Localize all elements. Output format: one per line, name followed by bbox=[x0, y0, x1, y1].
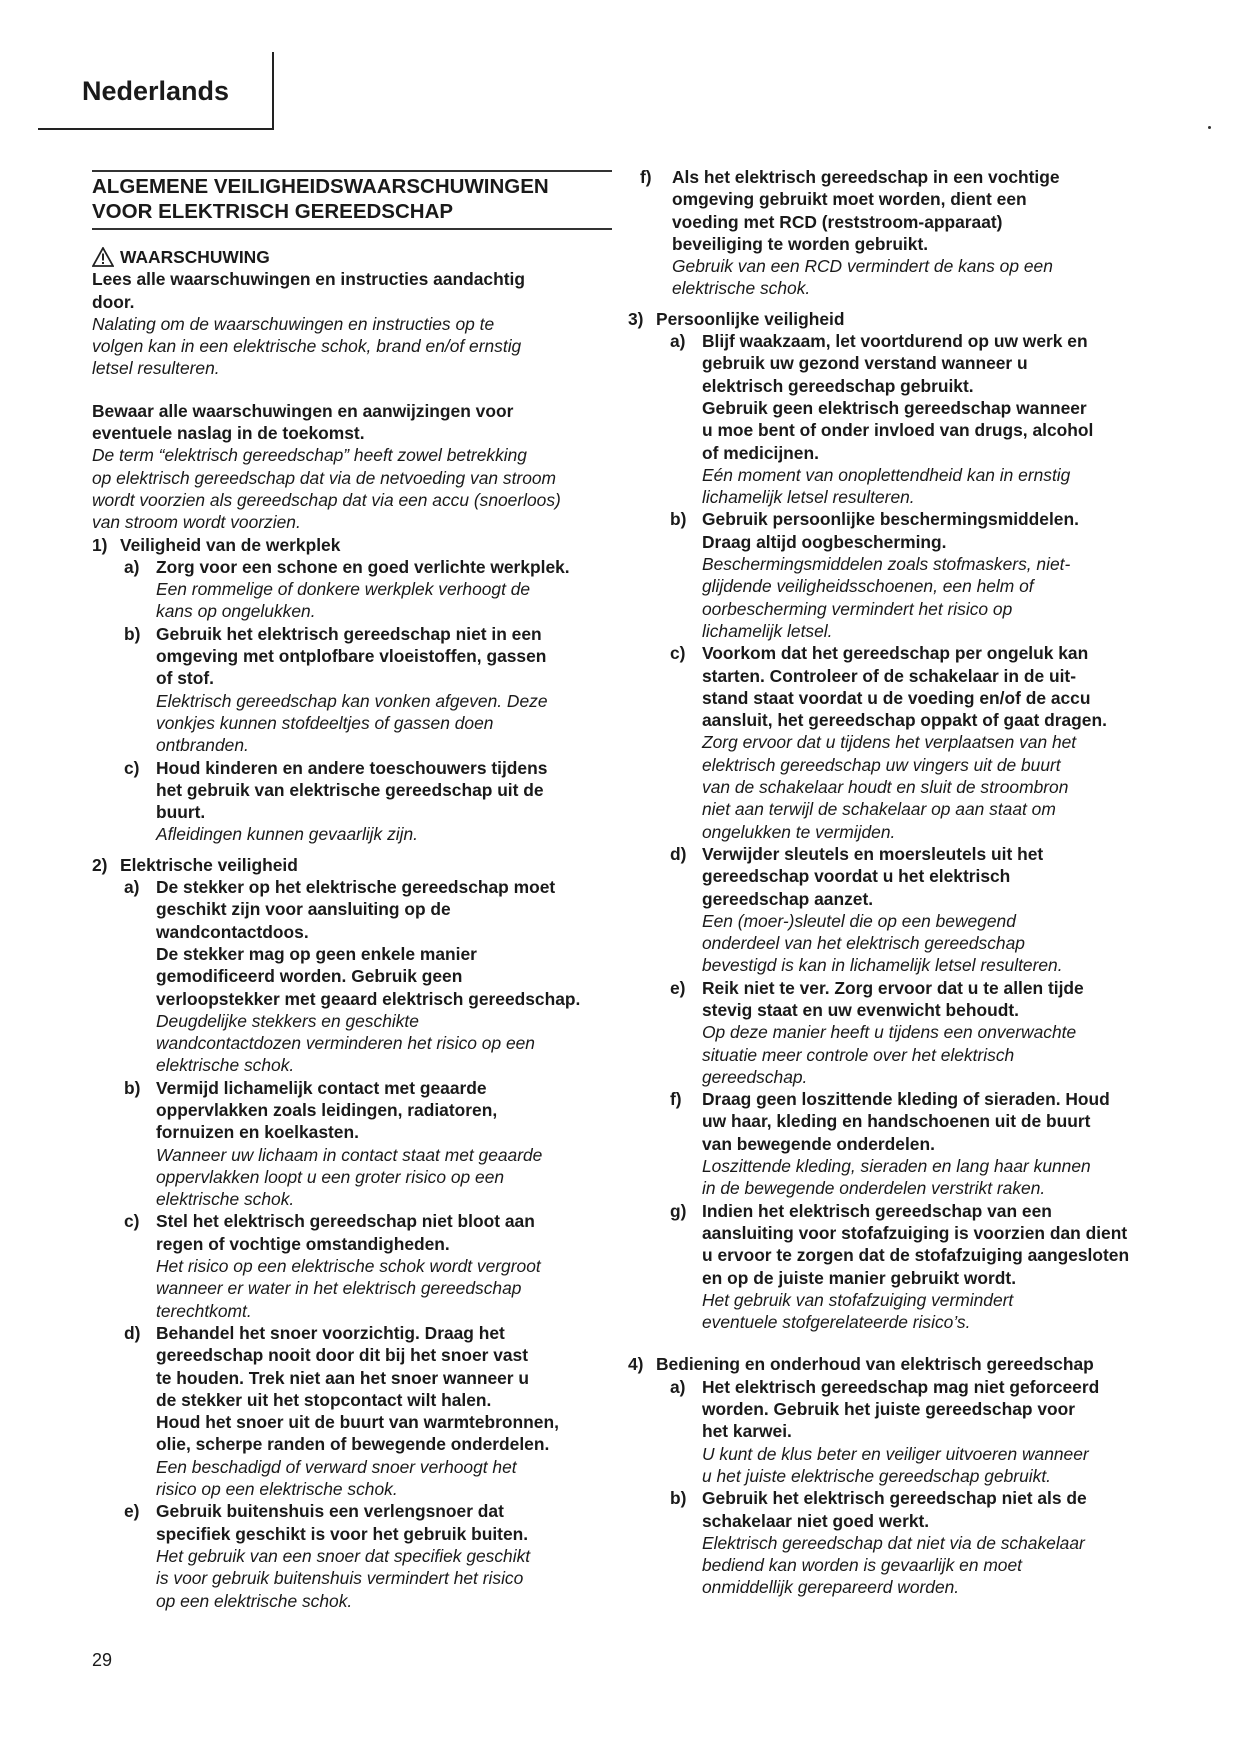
intro-italic bbox=[92, 313, 612, 380]
text-line: elektrisch gereedschap gebruikt. bbox=[702, 375, 974, 396]
item-label: a) bbox=[124, 877, 140, 898]
page-number: 29 bbox=[92, 1650, 113, 1670]
item-label: a) bbox=[670, 331, 686, 352]
section-title-text: Veiligheid van de werkplek bbox=[120, 534, 341, 555]
text-line: van bewegende onderdelen. bbox=[702, 1133, 935, 1154]
list-item bbox=[92, 1077, 612, 1211]
text-line: Gebruik het elektrisch gereedschap niet in een bbox=[156, 623, 542, 644]
text-line: volgen kan in een elektrische schok, brand en/of ernstig bbox=[92, 336, 522, 357]
text-line: oppervlakken zoals leidingen, radiatoren, bbox=[156, 1099, 498, 1120]
left-column bbox=[92, 170, 612, 1612]
text-line: onderdeel van het elektrisch gereedschap bbox=[702, 933, 1025, 954]
text-line: wandcontactdozen verminderen het risico op een bbox=[156, 1033, 535, 1054]
text-line: op elektrisch gereedschap dat via de netvoeding van stroom bbox=[92, 467, 557, 488]
text-line: lichamelijk letsel. bbox=[702, 620, 833, 641]
list-item bbox=[640, 330, 1162, 508]
section-number: 1) bbox=[92, 534, 108, 555]
text-line: Het risico op een elektrische schok wordt vergroot bbox=[156, 1256, 541, 1277]
text-line: ongelukken te vermijden. bbox=[702, 821, 896, 842]
text-line: Draag altijd oogbescherming. bbox=[702, 531, 947, 552]
text-line: in de bewegende onderdelen verstrikt raken. bbox=[702, 1178, 1046, 1199]
list-item bbox=[92, 757, 612, 846]
text-line: Een rommelige of donkere werkplek verhoogt de bbox=[156, 579, 531, 600]
text-line: oppervlakken loopt u een groter risico op een bbox=[156, 1166, 505, 1187]
text-line: voeding met RCD (reststroom-apparaat) bbox=[672, 211, 1003, 232]
text-line: gereedschap. bbox=[702, 1066, 808, 1087]
text-line: eventuele stofgerelateerde risico’s. bbox=[702, 1312, 971, 1333]
text-line: ontbranden. bbox=[156, 735, 249, 756]
section-heading bbox=[92, 534, 612, 556]
text-line: Bewaar alle waarschuwingen en aanwijzingen voor bbox=[92, 400, 514, 421]
item-label: a) bbox=[670, 1376, 686, 1397]
item-label: f) bbox=[670, 1089, 682, 1110]
text-line: Vermijd lichamelijk contact met geaarde bbox=[156, 1077, 487, 1098]
text-line: Afleidingen kunnen gevaarlijk zijn. bbox=[156, 824, 418, 845]
item-label: b) bbox=[670, 1488, 687, 1509]
text-line: buurt. bbox=[156, 802, 206, 823]
text-line: Eén moment van onoplettendheid kan in ernstig bbox=[702, 464, 1071, 485]
text-line: en op de juiste manier gebruikt wordt. bbox=[702, 1267, 1017, 1288]
text-line: het karwei. bbox=[702, 1421, 792, 1442]
text-line: stevig staat en uw evenwicht behoudt. bbox=[702, 999, 1019, 1020]
list-item bbox=[640, 642, 1162, 843]
text-line: regen of vochtige omstandigheden. bbox=[156, 1233, 450, 1254]
text-line: omgeving gebruikt moet worden, dient een bbox=[672, 189, 1027, 210]
text-line: op een elektrische schok. bbox=[156, 1590, 353, 1611]
text-line: situatie meer controle over het elektrisch bbox=[702, 1044, 1015, 1065]
section-title-text: Persoonlijke veiligheid bbox=[656, 308, 845, 329]
warning-triangle-icon bbox=[92, 247, 114, 267]
text-line: aansluit, het gereedschap oppakt of gaat dragen. bbox=[702, 710, 1107, 731]
text-line: olie, scherpe randen of bewegende onderdelen. bbox=[156, 1434, 550, 1455]
list-item bbox=[92, 1210, 612, 1321]
intro-bold bbox=[92, 268, 612, 313]
text-line: Beschermingsmiddelen zoals stofmaskers, niet- bbox=[702, 554, 1071, 575]
text-line: wordt voorzien als gereedschap dat via een accu (snoerloos) bbox=[92, 489, 561, 510]
section-number: 2) bbox=[92, 854, 108, 875]
text-line: Gebruik buitenshuis een verlengsnoer dat bbox=[156, 1501, 504, 1522]
text-line: Houd het snoer uit de buurt van warmtebronnen, bbox=[156, 1412, 559, 1433]
decorative-dot bbox=[1208, 126, 1211, 129]
list-item bbox=[640, 1200, 1162, 1334]
list-item bbox=[92, 1322, 612, 1500]
text-line: te houden. Trek niet aan het snoer wanneer u bbox=[156, 1367, 530, 1388]
text-line: beveiliging te worden gebruikt. bbox=[672, 233, 929, 254]
text-line: Zorg voor een schone en goed verlichte werkplek. bbox=[156, 556, 570, 577]
text-line: fornuizen en koelkasten. bbox=[156, 1122, 359, 1143]
section-title-text: Bediening en onderhoud van elektrisch gereedschap bbox=[656, 1354, 1094, 1375]
text-line: bediend kan worden is gevaarlijk en moet bbox=[702, 1555, 1022, 1576]
language-label: Nederlands bbox=[82, 76, 230, 106]
list-item bbox=[92, 623, 612, 757]
list-item bbox=[640, 1088, 1162, 1199]
text-line: Elektrisch gereedschap kan vonken afgeven. Deze bbox=[156, 690, 548, 711]
list-item bbox=[640, 1376, 1162, 1487]
text-line: Reik niet te ver. Zorg ervoor dat u te allen tijde bbox=[702, 977, 1084, 998]
text-line: Lees alle waarschuwingen en instructies aandachtig bbox=[92, 269, 525, 290]
text-line: geschikt zijn voor aansluiting op de bbox=[156, 899, 451, 920]
list-item bbox=[92, 1500, 612, 1611]
text-line: Voorkom dat het gereedschap per ongeluk kan bbox=[702, 643, 1089, 664]
text-line: letsel resulteren. bbox=[92, 358, 220, 379]
list-item bbox=[640, 166, 1162, 300]
list-item bbox=[92, 556, 612, 623]
section-heading bbox=[628, 308, 1162, 330]
text-line: kans op ongelukken. bbox=[156, 601, 316, 622]
text-line: of stof. bbox=[156, 668, 214, 689]
text-line: omgeving met ontplofbare vloeistoffen, gassen bbox=[156, 646, 547, 667]
text-line: wandcontactdoos. bbox=[156, 921, 309, 942]
text-line: niet aan terwijl de schakelaar op aan staat om bbox=[702, 799, 1056, 820]
text-line: gereedschap voordat u het elektrisch bbox=[702, 866, 1011, 887]
text-line: U kunt de klus beter en veiliger uitvoeren wanneer bbox=[702, 1443, 1089, 1464]
text-line: u het juiste elektrische gereedschap gebruikt. bbox=[702, 1465, 1051, 1486]
text-line: starten. Controleer of de schakelaar in de uit- bbox=[702, 665, 1076, 686]
text-line: u moe bent of onder invloed van drugs, alcohol bbox=[702, 420, 1094, 441]
item-label: c) bbox=[124, 1211, 140, 1232]
language-tab bbox=[38, 52, 274, 130]
text-line: glijdende veiligheidsschoenen, een helm of bbox=[702, 576, 1034, 597]
text-line: Gebruik geen elektrisch gereedschap wanneer bbox=[702, 397, 1087, 418]
item-label: c) bbox=[124, 757, 140, 778]
list-item bbox=[640, 843, 1162, 977]
text-line: of medicijnen. bbox=[702, 442, 819, 463]
text-line: Als het elektrisch gereedschap in een vochtige bbox=[672, 167, 1060, 187]
text-line: De stekker mag op geen enkele manier bbox=[156, 943, 477, 964]
text-line: Nalating om de waarschuwingen en instructies op te bbox=[92, 313, 495, 334]
text-line: gereedschap nooit door dit bij het snoer vast bbox=[156, 1345, 529, 1366]
warning-label: WAARSCHUWING bbox=[120, 247, 270, 267]
text-line: elektrisch gereedschap uw vingers uit de buurt bbox=[702, 754, 1061, 775]
list-item bbox=[640, 1487, 1162, 1598]
item-label: b) bbox=[124, 1077, 141, 1098]
text-line: gereedschap aanzet. bbox=[702, 888, 874, 909]
text-line: van stroom wordt voorzien. bbox=[92, 512, 301, 533]
item-label: b) bbox=[670, 509, 687, 530]
text-line: Wanneer uw lichaam in contact staat met geaarde bbox=[156, 1144, 543, 1165]
section-number: 3) bbox=[628, 308, 644, 329]
text-line: Het gebruik van stofafzuiging vermindert bbox=[702, 1289, 1014, 1310]
item-label: a) bbox=[124, 556, 140, 577]
text-line: oorbescherming vermindert het risico op bbox=[702, 598, 1013, 619]
text-line: stand staat voordat u de voeding en/of de accu bbox=[702, 687, 1091, 708]
section-title-text: Elektrische veiligheid bbox=[120, 854, 298, 875]
text-line: gemodificeerd worden. Gebruik geen bbox=[156, 966, 463, 987]
text-line: eventuele naslag in de toekomst. bbox=[92, 423, 365, 444]
item-label: d) bbox=[670, 843, 687, 864]
item-label: c) bbox=[670, 643, 686, 664]
text-line: Op deze manier heeft u tijdens een onverwachte bbox=[702, 1022, 1077, 1043]
text-line: elektrische schok. bbox=[156, 1055, 295, 1076]
text-line: is voor gebruik buitenshuis vermindert het risico bbox=[156, 1568, 524, 1589]
text-line: Draag geen loszittende kleding of sieraden. Houd bbox=[702, 1089, 1110, 1110]
text-line: De term “elektrisch gereedschap” heeft zowel betrekking bbox=[92, 445, 527, 466]
text-line: Het gebruik van een snoer dat specifiek geschikt bbox=[156, 1545, 531, 1566]
text-line: Gebruik persoonlijke beschermingsmiddelen. bbox=[702, 509, 1079, 530]
list-item bbox=[92, 876, 612, 1077]
text-line: door. bbox=[92, 291, 135, 312]
text-line: wanneer er water in het elektrisch gereedschap bbox=[156, 1278, 522, 1299]
text-line: specifiek geschikt is voor het gebruik buiten. bbox=[156, 1523, 529, 1544]
text-line: risico op een elektrische schok. bbox=[156, 1479, 398, 1500]
text-line: Blijf waakzaam, let voortdurend op uw werk en bbox=[702, 331, 1088, 352]
text-line: Gebruik van een RCD vermindert de kans op een bbox=[672, 256, 1053, 277]
title-line: VOOR ELEKTRISCH GEREEDSCHAP bbox=[92, 200, 454, 223]
text-line: Stel het elektrisch gereedschap niet bloot aan bbox=[156, 1211, 535, 1232]
list-item bbox=[640, 508, 1162, 642]
right-column bbox=[628, 166, 1162, 1599]
warning-header bbox=[92, 246, 612, 268]
text-line: Het elektrisch gereedschap mag niet geforceerd bbox=[702, 1376, 1100, 1397]
list-item bbox=[640, 977, 1162, 1088]
title-line: ALGEMENE VEILIGHEIDSWAARSCHUWINGEN bbox=[92, 175, 549, 198]
text-line: aansluiting voor stofafzuiging is voorzien dan dient bbox=[702, 1222, 1128, 1243]
text-line: elektrische schok. bbox=[672, 278, 811, 299]
text-line: terechtkomt. bbox=[156, 1300, 252, 1321]
text-line: worden. Gebruik het juiste gereedschap voor bbox=[702, 1399, 1076, 1420]
text-line: Deugdelijke stekkers en geschikte bbox=[156, 1010, 419, 1031]
text-line: De stekker op het elektrische gereedschap moet bbox=[156, 877, 556, 898]
text-line: Behandel het snoer voorzichtig. Draag het bbox=[156, 1322, 505, 1343]
text-line: verloopstekker met geaard elektrisch gereedschap. bbox=[156, 988, 581, 1009]
text-line: Loszittende kleding, sieraden en lang haar kunnen bbox=[702, 1156, 1091, 1177]
item-label: b) bbox=[124, 623, 141, 644]
text-line: van de schakelaar houdt en sluit de stroombron bbox=[702, 777, 1069, 798]
section-heading bbox=[92, 854, 612, 876]
text-line: Gebruik het elektrisch gereedschap niet als de bbox=[702, 1488, 1087, 1509]
section-heading bbox=[628, 1353, 1162, 1375]
keep-italic bbox=[92, 444, 612, 533]
section-title bbox=[92, 170, 612, 230]
text-line: Een (moer-)sleutel die op een bewegend bbox=[702, 910, 1016, 931]
text-line: elektrische schok. bbox=[156, 1189, 295, 1210]
text-line: het gebruik van elektrische gereedschap uit de bbox=[156, 779, 544, 800]
item-label: f) bbox=[640, 167, 652, 187]
text-line: Indien het elektrisch gereedschap van een bbox=[702, 1200, 1052, 1221]
text-line: Een beschadigd of verward snoer verhoogt het bbox=[156, 1456, 517, 1477]
text-line: bevestigd is kan in lichamelijk letsel resulteren. bbox=[702, 955, 1063, 976]
text-line: Elektrisch gereedschap dat niet via de schakelaar bbox=[702, 1532, 1085, 1553]
text-line: de stekker uit het stopcontact wilt halen. bbox=[156, 1389, 492, 1410]
text-line: lichamelijk letsel resulteren. bbox=[702, 487, 915, 508]
section-number: 4) bbox=[628, 1354, 644, 1375]
text-line: gebruik uw gezond verstand wanneer u bbox=[702, 353, 1028, 374]
text-line: vonkjes kunnen stofdeeltjes of gassen doen bbox=[156, 712, 494, 733]
item-label: g) bbox=[670, 1200, 687, 1221]
item-label: e) bbox=[124, 1501, 140, 1522]
text-line: Zorg ervoor dat u tijdens het verplaatsen van het bbox=[702, 732, 1077, 753]
text-line: uw haar, kleding en handschoenen uit de buurt bbox=[702, 1111, 1091, 1132]
text-line: Verwijder sleutels en moersleutels uit het bbox=[702, 843, 1044, 864]
text-line: onmiddellijk gerepareerd worden. bbox=[702, 1577, 960, 1598]
item-label: d) bbox=[124, 1322, 141, 1343]
item-label: e) bbox=[670, 977, 686, 998]
text-line: Houd kinderen en andere toeschouwers tijdens bbox=[156, 757, 548, 778]
text-line: schakelaar niet goed werkt. bbox=[702, 1510, 930, 1531]
text-line: u ervoor te zorgen dat de stofafzuiging aangesloten bbox=[702, 1245, 1130, 1266]
keep-bold bbox=[92, 400, 612, 445]
